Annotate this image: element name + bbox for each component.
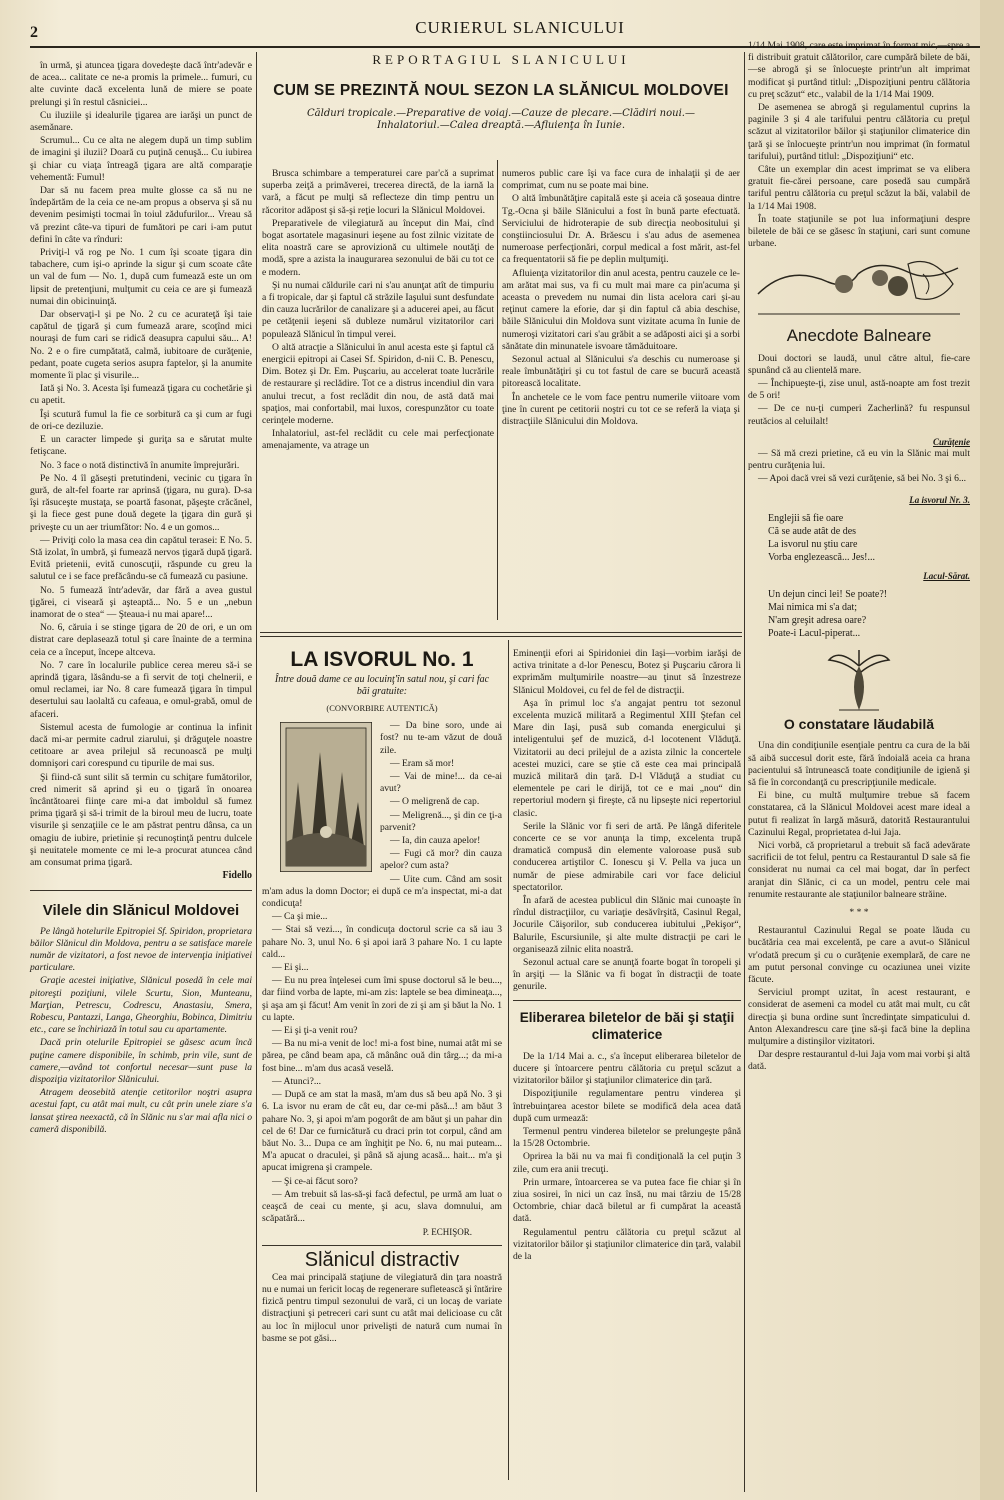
article-paragraph: Sezonul actual al Slănicului s'a deschis cu numeroase şi reale îmbunătăţiri şi cu tot fastul de care se bucură această pitorească localitate.	[502, 354, 740, 390]
reportaj-subtitle: Călduri tropicale.—Preparative de voiaj.—Cauze de plecare.—Clădiri noui.—Inhalatoriul.—Calea dreaptă.—Afluienţa în Iunie.	[307, 108, 695, 131]
dialog-line: — Eu nu prea înţelesei cum îmi spuse doctorul să le beu..., dar fiind vorba de lapte, mi-am zis: laptele se bea dimineaţa..., şi aşa am şi făcut! Am venit în zori de zi şi am şi băut la No. 1 cu lapte.	[262, 975, 502, 1023]
column-rule	[508, 640, 509, 1480]
column-anecdote	[748, 40, 970, 1075]
article-paragraph: numeros public care îşi va face cura de inhalaţii şi de aer comprimat, cum nu se poate mai bine.	[502, 168, 740, 192]
reportaj-column-left	[262, 168, 494, 454]
section-rule	[260, 632, 742, 633]
vile-title: Vilele din Slănicul Moldovei	[42, 902, 240, 920]
reportaj-kicker: REPORTAGIUL SLANICULUI	[372, 52, 630, 67]
anecdote-line: — Închipueşte-ţi, zise unul, astă-noapte am fost trezit de 5 ori!	[748, 378, 970, 402]
article-paragraph: O altă îmbunătăţire capitală este şi aceia că şoseaua dintre Tg.-Ocna şi băile Slănicului a fost în bună parte efectuată. Serviciului de hidroterapie de sub direcţia neobositului şi conştiinciosului Dr. A. Brăescu i s'au adus de asemenea numeroase perfecţionări, corpul medical a fost mărit, ast-fel ca frequentatorii să fie pe deplin mulţumiţi.	[502, 193, 740, 266]
eliberarea-title: Eliberarea biletelor de băi şi staţii climaterice	[519, 1009, 735, 1042]
dialog-line: — Meligrenă..., şi din ce ţi-a parvenit?	[380, 809, 502, 833]
article-paragraph: Una din condiţiunile esenţiale pentru ca cura de la băi să aibă succesul dorit este, fără îndoială aceia ca hrana pacientului să întrunească toate condiţiunile de igienă şi să fie în corcondanţă cu prescripţiunile medicale.	[748, 740, 970, 788]
article-paragraph: Sistemul acesta de fumologie ar continua la infinit dacă mi-ar permite cadrul ziarului, şi drăguţele noastre cetitoare ar avea prilejul să recunoască pe mulţi domnişori cari corespund cu tipurile de mai sus.	[30, 721, 252, 770]
article-paragraph: Dacă prin otelurile Epitropiei se găsesc acum încă puţine camere disponibile, în schimb, prin vile, sunt de camere,—având tot confortul necesar—sunt puse la dispoziţia vizitatorilor Slănicului.	[30, 1037, 252, 1086]
article-paragraph: Graţie acestei iniţiative, Slănicul posedă în cele mai pitoreşti poziţiuni, vilele Scurtu, Sion, Munteanu, Marţian, Petrescu, Codrescu, Anastasiu, Smera, Robescu, Pantazzi, Langa, Gheorghiu, Bobinca, Dimitriu etc., care se închiriază în totul sau cu apartamente.	[30, 975, 252, 1036]
article-paragraph: Atragem deosebită atenţie cetitorilor noştri asupra acestui fapt, cu atât mai mult, cu cât prin unele ziare s'a lansat ştirea neexactă, că în Slănic nu s'ar mai afla nici o cameră disponibilă.	[30, 1087, 252, 1135]
article-paragraph: Şi nu numai căldurile cari ni s'au anunţat atît de timpuriu a fi tropicale, dar şi faptul că străzile Iaşului sunt desfundate din cauza lucrărilor de canalizare şi a aducerei apei, au făcut pe cetăţenii ieşeni să dubleze numărul vizitatorilor cari populează Slănicul în timpul verei.	[262, 279, 494, 340]
adjacent-page-edge	[980, 0, 1004, 1500]
dialog-line: — Atunci?...	[272, 1075, 322, 1087]
article-paragraph: Preparativele de vilegiatură au început din Mai, cînd bogat asortatele magasinuri ieşene au fost zilnic vizitate de elita noastră care se aprovizionă cu ultimele noutăţi de modă, spre a azista la inaugurarea sezonului de băi cu tot ce e modern.	[262, 217, 494, 278]
article-paragraph: No. 6, căruia i se stinge ţigara de 20 de ori, e un om distrat care deplasează totul şi care înainte de a termina ceia ce a început, începe altceva.	[30, 622, 252, 658]
column-rule	[256, 52, 257, 1492]
dialog-line: — Da bine soro, unde ai fost? nu te-am văzut de două zile.	[380, 720, 502, 756]
article-paragraph: De la 1/14 Mai a. c., s'a început eliberarea biletelor de ducere şi întoarcere pentru călătoria cu preţul scăzut a vizitatorilor băilor şi staţiunilor climaterice din ţară.	[513, 1050, 741, 1087]
anecdote-line: Doui doctori se laudă, unul către altul, fie-care spunând că au clientelă mare.	[748, 352, 970, 376]
verse-line: Că se aude atât de des	[768, 525, 857, 537]
article-paragraph: În toate staţiunile se pot lua informaţiuni despre biletele de băi ce se găsesc în staţiuni, cari sunt comune urbane.	[748, 213, 970, 250]
article-paragraph: E un caracter limpede şi guriţa sa e sărutat multe fetişcane.	[30, 434, 252, 458]
verse-line: Mai nimica mi s'a dat;	[768, 602, 858, 614]
article-paragraph: Priviţi-l vă rog pe No. 1 cum îşi scoate ţigara din tabachere, cum işi-o aprinde la sigur şi cum scoate câte un val de fum — No. 1, după cum fumează este un om lipsit de pretenţiuni, mulţumit cu ceia ce are şi fumează numai din obicinuinţă.	[30, 247, 252, 307]
article-paragraph: 1/14 Mai 1908, care este imprimat în format mic,—spre a fi distribuit gratuit călătorilor, care cumpără bilete de băi,—se abrogă şi se înlocueşte printr'un alt imprimat modificat şi purtând titlul: „Dispoziţiuni pentru călătoria cu preţ scăzut“ etc., valabil de la 1/14 Mai 1909.	[748, 40, 970, 100]
article-paragraph: Îşi scutură fumul la fie ce sorbitură ca şi cum ar fugi de ori-ce deziluzie.	[30, 408, 252, 432]
article-paragraph: Aşa în primul loc s'a angajat pentru tot sezonul excelenta muzică militară a Regimentul XIII Ştefan cel Mare din Iaşi, pusă sub comanda energicului şi inteligentului şef de muzică, d-l locotenent Vlăduţă. Vizitatorii au deci prilejul de a azista zilnic la concertele acestei muzici, care se ştie că este cea mai principală muzică militară din ţară. D-l Vlăduţă a studiat cu elementele pe cari le dirijă, tot ce e mai „nou“ din repertoriul modern şi fireşte, că nu lipseşte nici repertoriul clasic.	[513, 697, 741, 819]
article-paragraph: Oprirea la băi nu va mai fi condiţională la cel puţin 3 zile, cum era anii trecuţi.	[513, 1151, 741, 1175]
divider	[30, 890, 252, 891]
stars-separator: * * *	[849, 906, 869, 918]
article-paragraph: Brusca schimbare a temperaturei care par'că a suprimat superba zeiţă a primăverei, trecerea directă, de la iarnă la vară, a făcut pe mulţi să reflecteze din timp pentru un răcoritor adăpost şi să-şi reţie locuri la Slănicul Moldovei.	[262, 168, 494, 216]
article-paragraph: Dispoziţiunile regulamentare pentru vinderea şi întrebuinţarea acestor bilete se modifică dela acea dată după cum urmează:	[513, 1088, 741, 1124]
dialog-line: — Ba nu mi-a venit de loc! mi-a fost bine, numai atât mi se părea, pe când beam apa, că mânânc ouă din târg...; da mi-a fost bine... m'am dus acasă veselă.	[262, 1038, 502, 1074]
article-paragraph: Şi fiind-că sunt silit să termin cu schiţare fumătorilor, cred nimerit să aprind şi eu o ţigară în onoarea încântătoarei fiinţe care mi-a dat imboldul să fumez prima ţigară şi să-i trimit de la biroul meu de lucru, toate visurile şi senzaţiile ce le am păstrat pentru dânsa, ca un omagiu de iubire, prietinie şi recunoştinţă pentru dulcele şi neuitatele momente ce mi le-a procurat atuncea când am consumat prima ţigară.	[30, 771, 252, 868]
isvor-signature: P. ECHIŞOR.	[422, 1227, 472, 1238]
article-paragraph: No. 5 fumează într'adevăr, dar fără a avea gustul ţigărei, ci viseară şi aşteaptă... No. 5 e un „nebun inamorat de o stea“ — Şteaua-i nu mai apare!...	[30, 584, 252, 620]
article-paragraph: No. 3 face o notă distinctivă în anumite împrejurări.	[40, 459, 240, 471]
article-paragraph: Iată şi No. 3. Acesta îşi fumează ţigara cu cochetărie şi cu apetit.	[30, 383, 252, 407]
verse-lacul	[768, 588, 970, 640]
verse-line: Un dejun cinci lei! Se poate?!	[768, 589, 888, 601]
article-paragraph: Termenul pentru vinderea biletelor se prelungeşte până la 15/28 Octombrie.	[513, 1125, 741, 1150]
article-paragraph: Serviciul prompt uzitat, în acest restaurant, e considerat de asemeni ca model cu atât mai mult, cu cât direcţia şi buna ordine sunt încredinţate simpaticului d. Anton Alexandrescu care ţine să-şi facă bine la deplina mulţumire a distinşilor vizitatori.	[748, 987, 970, 1047]
art-nouveau-ornament	[748, 254, 970, 326]
article-paragraph: Nici vorbă, că proprietarul a trebuit să facă adevărate sacrificii de tot felul, pentru ca Restaurantul D sale să fie considerat nu numai ca cel mai bogat, dar în perfect aranjat din Slănic, ci ca un model, pentru cele mai renumite restaurante ale staţiunilor balneare străine.	[748, 839, 970, 900]
reportaj-header	[262, 52, 740, 132]
verse-line: Vorba englezească... Jes!...	[768, 551, 875, 563]
forest-illustration	[280, 722, 372, 872]
article-paragraph: Pe lângă hotelurile Epitropiei Sf. Spiridon, proprietara băilor Slănicul din Moldova, pentru a se satisface marele număr de vizitatori, a fost nevoe de intervenţia iniţiativei particulare.	[30, 925, 252, 974]
article-paragraph: în urmă, şi atuncea ţigara dovedeşte dacă într'adevăr e de acea... calitate ce ne-a promis la primele... fumuri, cu alte cuvinte dacă excelenta lună de miere se poate prelungi şi în restul căsniciei...	[30, 60, 252, 108]
label-curatenie: Curăţenie	[932, 436, 970, 447]
article-paragraph: Restaurantul Cazinului Regal se poate lăuda cu bucătăria cea mai excelentă, pe care a avut-o Slănicul vr'odată precum şi cu o curăţenie exemplară, de care ne am putut personal convinge cu ocaziunea unei vizite făcute.	[748, 925, 970, 985]
article-paragraph: Scrumul... Cu ce alta ne alegem după un timp sublim de imagini şi iluzii? Doară cu puţină cenuşă... Cu iubirea şi chiar cu viaţa întreagă ţigara are altă comparaţie vehementă: Fumul!	[30, 135, 252, 183]
article-paragraph: Cu iluziile şi idealurile ţigarea are iarăşi un punct de asemănare.	[30, 109, 252, 134]
verse-line: La isvorul nu ştiu care	[768, 538, 858, 550]
dialog-line: — Stai să vezi..., în condicuţa doctorul scrie ca să iau 3 pahare No. 3, unul No. 6 şi apoi iară 3 pahare No. 1 cu lapte cald...	[262, 924, 502, 960]
article-paragraph: Dar despre restaurantul d-lui Jaja vom mai vorbi şi altă dată.	[748, 1049, 970, 1073]
anecdote-line: — Apoi dacă vrei să vezi curăţenie, să bei No. 3 şi 6...	[758, 473, 967, 485]
eminent-article	[513, 648, 741, 1264]
article-paragraph: Dar să nu facem prea multe glosse ca să nu ne îndepărtăm de la ceia ce ne-am propus a observa şi să nu devenim pesimişti tocmai în toiul zădufurilor... Vreau să vă prezint câte-va tipuri de fumători pe cari i-am putut defini în câte va rînduri:	[30, 185, 252, 245]
column-fumatori	[30, 60, 252, 1137]
article-paragraph: Cea mai principală staţiune de vilegiatură din ţara noastră nu e numai un fericit locaş de regenerare sufletească şi întărire fizică pentru timpul sezonului de vară, ci un locaş de variate distracţiuni şi petreceri cari sunt cu atât mai delicioase cu cât au loc în mijlocul unor privelişti de natură cum numai în basme se pot găsi...	[262, 1271, 502, 1344]
isvor-kicker: (CONVORBIRE AUTENTICĂ)	[326, 703, 438, 713]
distractiv-title: Slănicul distractiv	[304, 1248, 460, 1271]
dialog-line: — Ei şi...	[272, 962, 309, 974]
dialog-line: — Uite cum. Când am sosit m'am adus la domn Doctor; ei după ce m'a inspectat, mi-a dat condicuţa!	[262, 873, 502, 910]
article-signature: Fidello	[222, 870, 252, 882]
dialog-line: — După ce am stat la masă, m'am dus să beu apă No. 3 şi 6. La isvor nu eram de cât eu, dar ce-mi păsă...! am băut 3 pahare No. 3, şi apoi m'am pogorât de am băut şi un pahar din cel de 6! Dar ce furnicătură cu draci prin tot corpul, când am băut No. 3... Dupa ce am înghiţit pe No. 6, nu mai puteam... M'a apucat o draculei, şi până să ajung acasă... hait... m'a şi apucat imigrena şi crampele.	[262, 1089, 502, 1174]
article-paragraph: Ei bine, cu multă mulţumire trebue să facem constatarea, că la Slănicul Moldovei acest mare ideal a putut fi realizat în largă măsură, datorită Restaurantului Cazinului Regal, proprietatea d-lui Jaja.	[748, 790, 970, 838]
divider	[513, 1000, 741, 1001]
isvor-subtitle: Între două dame ce au locuinţ'în satul nou, şi cari fac băi gratuite:	[274, 674, 490, 697]
article-paragraph: No. 7 care în localurile publice cerea mereu să-i se aprindă ţigara, lăsându-se a fi servit de toţi chelnerii, e omul reclamei, iar No. 8 care fumează ţigara în timpul desertului sau laolaltă cu cafeaua, e omul-grabă, omul de afaceri.	[30, 659, 252, 720]
article-paragraph: Câte un exemplar din acest imprimat se va elibera gratuit fie-cărei persoane, care posedă sau cumpără tariful pentru călătoria cu preţul scăzut la băi, valabil de la 1/14 Mai 1908.	[748, 164, 970, 212]
anecdote-line: — De ce nu-ţi cumperi Zacherlină? fu respunsul reutăcios al celuilalt!	[748, 403, 970, 427]
dialog-line: — Vai de mine!... da ce-ai avut?	[380, 771, 502, 795]
label-isvor3: La isvorul Nr. 3.	[909, 494, 970, 505]
article-paragraph: Prin urmare, întoarcerea se va putea face fie chiar şi în ziua sosirei, în nici un caz însă, nu mai târziu de 15/28 Octombrie, chiar dacă biletul ar fi cumpărat la această dată.	[513, 1176, 741, 1225]
dialog-line: — O meligrenă de cap.	[390, 796, 480, 808]
article-paragraph: Inhalatoriul, ast-fel reclădit cu cele mai perfecţionate amenajamente, va atrage un	[262, 428, 494, 452]
dialog-line: — Fugi că mor? din cauza apelor? cum asta?	[380, 848, 502, 872]
dialog-line: — Ia, din cauza apelor!	[390, 835, 481, 847]
masthead: CURIERUL SLANICULUI	[415, 18, 625, 37]
anecdote-line: — Să mă crezi prietine, că eu vin la Slănic mai mult pentru curăţenia lui.	[748, 448, 970, 472]
verse-line: Englejii să fie oare	[768, 512, 844, 524]
article-paragraph: De asemenea se abrogă şi regulamentul cuprins la paginile 3 şi 4 ale tarifului pentru călătoria cu preţul scăzut al vizitatorilor băilor şi staţiunilor climaterice din ţară şi se înlocueşte printr'un nou imprimat (în formatul tarifului), purtând titlul: „Dispoziţiuni“ etc.	[748, 102, 970, 162]
reportaj-title: CUM SE PREZINTĂ NOUL SEZON LA SLĂNICUL MOLDOVEI	[273, 82, 729, 99]
article-paragraph: Afluienţa vizitatorilor din anul acesta, pentru cauzele ce le-am arătat mai sus, va fi cu mult mai mare ca pin'acuma şi aceasta o prevedem nu numai din lista acelora cari şi-au reţinut camere la eforie, dar şi din faptul că abia deschise, băile Slănicului din Moldova sunt vizitate acuma în Iunie de numeroşi vizitatori cari s'au grăbit a se adăposti aici şi a sorbi sănătate din minunatele isvoare tămăduitoare.	[502, 267, 740, 352]
divider	[262, 1245, 502, 1246]
article-paragraph: Regulamentul pentru călătoria cu preţul scăzut al vizitatorilor băilor şi staţiunilor climaterice din ţară, valabil de la	[513, 1226, 741, 1262]
article-paragraph: Sezonul actual care se anunţă foarte bogat în toropeli şi în arşiţi — la Slănic va fi bogat în distracţii de toate genurile.	[513, 957, 741, 993]
dialog-line: — Am trebuit să las-să-şi facă defectul, pe urmă am luat o ceaşcă de ceai cu mente, şi acu, slava domnului, am scăpatără...	[262, 1188, 502, 1225]
verse-englezi	[768, 512, 970, 564]
column-rule	[497, 160, 498, 620]
plant-illustration	[748, 646, 970, 714]
article-paragraph: Pe No. 4 îl găseşti pretutindeni, vecinic cu ţigara în gură, de alt-fel foarte rar aprinsă (ţigara, nu gura). D-sa îşi răsuceşte mustaţa, se poartă fasonat, păşeşte crăcănel, şi la fiece gest pune două degete la ţigara din gură şi priveşte cu un aer triumfător: No. 4 e un gomos...	[30, 472, 252, 533]
reportaj-column-right	[502, 168, 740, 429]
section-rule	[260, 636, 742, 637]
article-paragraph: — Priviţi colo la masa cea din capătul terasei: E No. 5. Stă izolat, în umbră, şi fumează nervos ţigară după ţigară. Evită prietenii, evită cunoscuţii, răspunde cu greu la salutul ce i se face prefăcându-se că fumează cu pasiune.	[30, 534, 252, 583]
dialog-line: — Eram să mor!	[390, 757, 455, 769]
constatare-title: O constatare lăudabilă	[783, 716, 935, 733]
page-number: 2	[30, 24, 38, 41]
verse-line: N'am greşit adresa oare?	[768, 615, 867, 627]
column-rule	[744, 52, 745, 1492]
article-paragraph: Dar observaţi-l şi pe No. 2 cu ce acurateţă îşi taie capătul de ţigară şi cum fumează arare, scoţînd mici nouraşi de fum cari se ridică deasupra capului său... A! No. 2 e o fire cumpătată, calmă, iubitoare de curăţenie, pedant, poate cugeta serios asupra faptelor, şi la anumite momente îi plac şi visurile...	[30, 309, 252, 382]
isvor-article	[262, 648, 502, 1346]
article-paragraph: Serile la Slănic vor fi seri de artă. Pe lângă diferitele concerte ce se vor anunţa la timp, excelenta trupă dramatică compusă din elemente valoroase pusă sub conducerea artiştilor C. Ionescu şi V. Pella va juca un număr de piese admirabile cari vor face deliciul spectatorilor.	[513, 820, 741, 893]
dialog-line: — Ei şi ţi-a venit rou?	[272, 1025, 358, 1037]
isvor-title: LA ISVORUL No. 1	[290, 648, 474, 671]
article-paragraph: Eminenţii efori ai Spiridoniei din Iaşi—vorbim iarăşi de activa trinitate a d-lor Penescu, Botez şi Puşcariu cărora li exprimăm mulţumirile noastre—au ţinut să înzestreze Slănicul Moldovei, cu fel de fel de distracţii.	[513, 648, 741, 696]
verse-line: Poate-i Lacul-piperat...	[768, 628, 861, 640]
article-paragraph: În afară de acestea publicul din Slănic mai cunoaşte în rîndul distracţiilor, cu variaţie desăvîrşită, Casinul Regal, Jocurile Căişorilor, sub conducerea iubitului „Pekişor“, Balurile, Escursiunile, şi alte multe distracţii pe cari le organisează zilnic elita noastră.	[513, 895, 741, 955]
anecdote-title: Anecdote Balneare	[786, 326, 932, 346]
dialog-line: — Şi ce-ai făcut soro?	[272, 1175, 358, 1187]
article-paragraph: O altă atracţie a Slănicului în anul acesta este şi faptul că energicii epitropi ai Casei Sf. Spiridon, d-nii C. B. Penescu, Dim. Botez şi Dr. Em. Puşcariu, au accelerat toate lucrările de restaurare şi reclădire. Tot ce a distrus incendiul din vara anului trecut, a fost reclădit din nou, de astă dată mai spaţios, mai confortabil, mai luxos, corespunzător cu toate cerinţele moderne.	[262, 341, 494, 427]
dialog-line: — Ca şi mie...	[272, 911, 328, 923]
article-paragraph: În anchetele ce le vom face pentru numerile viitoare vom ţine în curent pe cetitorii noştri cu tot ce se referă la viaţa şi distracţiile Slănicului din Moldova.	[502, 391, 740, 428]
label-lacul: Lacul-Sărat.	[923, 570, 970, 581]
